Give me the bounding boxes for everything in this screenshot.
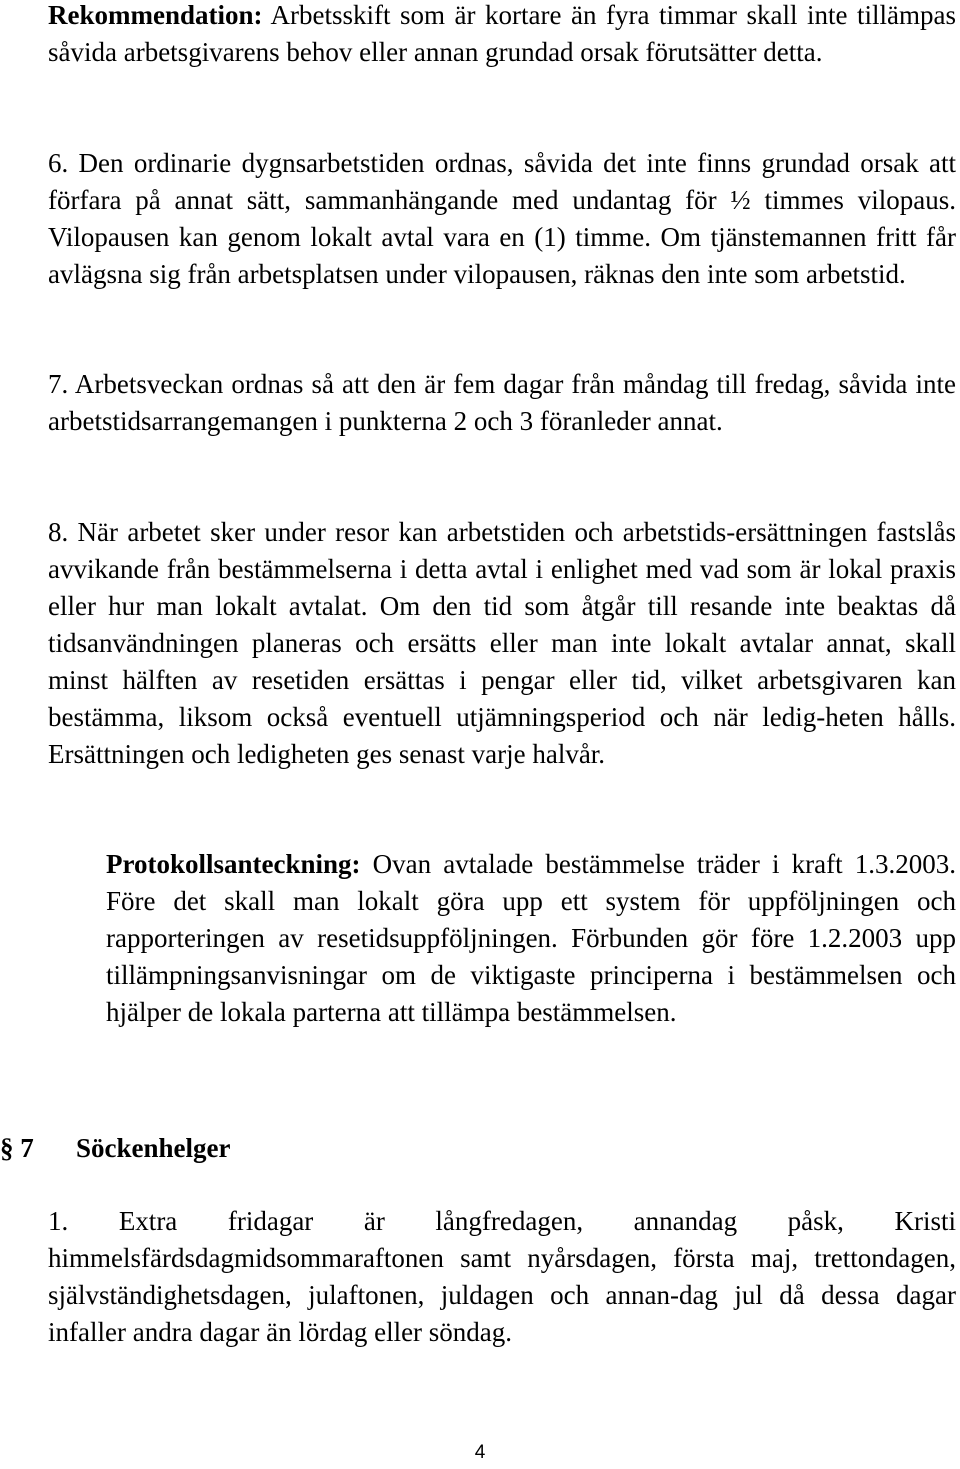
section-title: Söckenhelger: [76, 1133, 231, 1163]
protocol-note-text: Ovan avtalade bestämmelse träder i kraft 1.3.2003. Före det skall man lokalt göra upp ett system för uppföljningen och rapporteringen av resetidsuppföljningen. Förbunden gör före 1.2.2003 upp tillämpningsanvisningar om de viktigaste principerna i bestämmelsen och hjälper de lokala parterna att tillämpa bestämmelsen.: [106, 849, 956, 1027]
paragraph-8: 8. När arbetet sker under resor kan arbetstiden och arbetstids-ersättningen fastslås avvikande från bestämmelserna i detta avtal i enlighet med vad som är lokal praxis eller hur man lokalt avtalat. Om den tid som åtgår till resande inte beaktas då tidsanvändningen planeras och ersätts eller man inte lokalt avtalar annat, skall minst hälften av resetiden ersättas i pengar eller tid, vilket arbetsgivaren kan bestämma, liksom också eventuell utjämningsperiod och när ledig-heten hålls. Ersättningen och ledigheten ges senast varje halvår.: [48, 517, 956, 769]
paragraph-6: 6. Den ordinarie dygnsarbetstiden ordnas, såvida det inte finns grundad orsak att förfara på annat sätt, sammanhängande med undantag för ½ timmes vilopaus. Vilopausen kan genom lokalt avtal vara en (1) timme. Om tjänstemannen fritt får avlägsna sig från arbetsplatsen under vilopausen, räknas den inte som arbetstid.: [48, 148, 956, 289]
recommendation-text: Arbetsskift som är kortare än fyra timmar skall inte tillämpas såvida arbetsgivarens behov eller annan grundad orsak förutsätter detta.: [48, 0, 956, 67]
protocol-note-paragraph: [106, 846, 956, 1031]
protocol-note-label: Protokollsanteckning:: [106, 849, 361, 879]
recommendation-paragraph: [48, 0, 956, 71]
recommendation-label: Rekommendation:: [48, 0, 263, 30]
page-number: 4: [474, 1442, 486, 1463]
section-7-paragraph-1: 1. Extra fridagar är långfredagen, annandag påsk, Kristi himmelsfärdsdagmidsommaraftonen samt nyårsdagen, första maj, trettondagen, självständighetsdagen, julaftonen, juldagen och annan-dag jul då dessa dagar infaller andra dagar än lördag eller söndag.: [48, 1206, 956, 1347]
paragraph-7: 7. Arbetsveckan ordnas så att den är fem dagar från måndag till fredag, såvida inte arbetstidsarrangemangen i punkterna 2 och 3 föranleder annat.: [48, 369, 956, 436]
section-number: § 7: [0, 1133, 34, 1163]
section-heading: [0, 1131, 231, 1165]
